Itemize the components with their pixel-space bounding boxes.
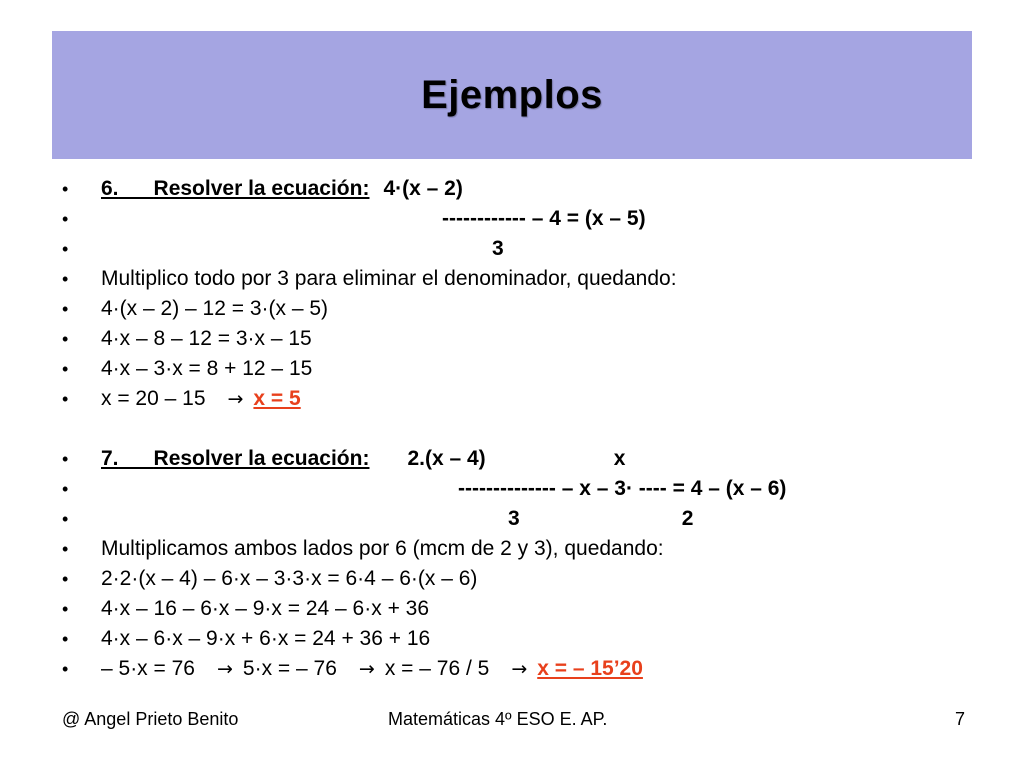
list-item (52, 564, 972, 594)
example-7-step-4b: 5·x = – 76 (242, 657, 337, 680)
bullet-icon: • (62, 509, 69, 529)
bullet-icon: • (62, 269, 69, 289)
list-item (52, 234, 972, 264)
arrow-right-icon: → (216, 658, 233, 680)
list-item (52, 354, 972, 384)
example-7-step-2: 4·x – 16 – 6·x – 9·x = 24 – 6·x + 36 (101, 597, 430, 620)
list-item (52, 204, 972, 234)
list-item (52, 324, 972, 354)
bullet-icon: • (62, 449, 69, 469)
footer-page-number: 7 (955, 709, 966, 729)
example-6-step-4: x = 20 – 15 (101, 387, 206, 410)
bullet-icon: • (62, 569, 69, 589)
example-6-number: 6. (101, 177, 119, 200)
example-7-denominator-1: 3 (508, 507, 520, 530)
list-item (52, 534, 972, 564)
example-7-step-4a: – 5·x = 76 (101, 657, 195, 680)
arrow-right-icon: → (227, 388, 244, 410)
list-item (52, 384, 972, 414)
bullet-list (52, 174, 972, 684)
example-6-denominator: 3 (492, 237, 504, 260)
example-7-number: 7. (101, 447, 119, 470)
example-7-step-4c: x = – 76 / 5 (384, 657, 490, 680)
bullet-icon: • (62, 359, 69, 379)
bullet-icon: • (62, 299, 69, 319)
example-7-denominator-2: 2 (681, 507, 694, 530)
arrow-right-icon: → (511, 658, 528, 680)
example-7-numerator-2: x (613, 447, 626, 470)
example-7-heading: 7. Resolver la ecuación: (101, 447, 370, 470)
slide-title: Ejemplos (421, 72, 603, 117)
example-6-heading: 6. Resolver la ecuación: (101, 177, 370, 200)
example-7-fraction-line: -------------- – x – 3· ---- = 4 – (x – 6) (458, 477, 787, 500)
list-item (52, 624, 972, 654)
bullet-icon: • (62, 389, 69, 409)
example-7-explanation: Multiplicamos ambos lados por 6 (mcm de 2 y 3), quedando: (101, 537, 664, 560)
list-item (52, 444, 972, 474)
bullet-icon: • (62, 659, 69, 679)
example-7-step-1: 2·2·(x – 4) – 6·x – 3·3·x = 6·4 – 6·(x – 6) (101, 567, 478, 590)
list-item (52, 654, 972, 684)
example-7-numerator-1: 2.(x – 4) (407, 447, 486, 470)
list-item (52, 594, 972, 624)
list-item (52, 294, 972, 324)
title-bar (52, 31, 972, 159)
arrow-right-icon: → (358, 658, 375, 680)
bullet-icon: • (62, 629, 69, 649)
footer-author: @ Angel Prieto Benito (62, 709, 239, 729)
example-6-explanation: Multiplico todo por 3 para eliminar el denominador, quedando: (101, 267, 677, 290)
example-6-numerator: 4·(x – 2) (383, 177, 463, 200)
example-6-fraction-line: ------------ – 4 = (x – 5) (442, 207, 646, 230)
bullet-icon: • (62, 599, 69, 619)
bullet-icon: • (62, 209, 69, 229)
bullet-icon: • (62, 239, 69, 259)
example-6-result: x = 5 (253, 387, 301, 410)
example-6-step-2: 4·x – 8 – 12 = 3·x – 15 (101, 327, 312, 350)
example-6-step-3: 4·x – 3·x = 8 + 12 – 15 (101, 357, 313, 380)
bullet-icon: • (62, 179, 69, 199)
list-item (52, 474, 972, 504)
list-item (52, 504, 972, 534)
example-7-step-3: 4·x – 6·x – 9·x + 6·x = 24 + 36 + 16 (101, 627, 431, 650)
footer-course: Matemáticas 4º ESO E. AP. (388, 709, 608, 729)
list-item (52, 264, 972, 294)
bullet-icon: • (62, 479, 69, 499)
example-6-step-1: 4·(x – 2) – 12 = 3·(x – 5) (101, 297, 329, 320)
bullet-icon: • (62, 329, 69, 349)
bullet-icon: • (62, 539, 69, 559)
list-item (52, 174, 972, 204)
example-7-result: x = – 15’20 (537, 657, 643, 680)
